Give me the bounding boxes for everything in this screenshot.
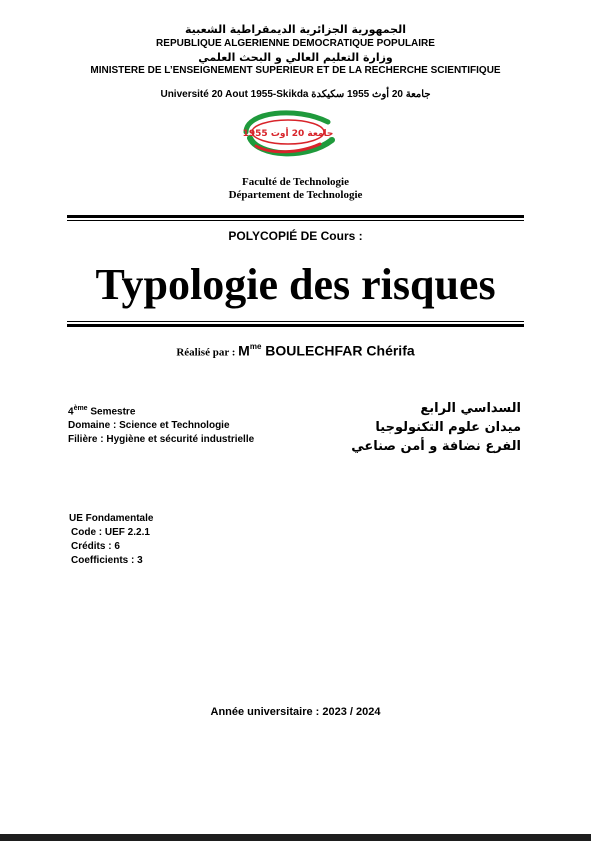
filiere-ar: الفرع نضافة و أمن صناعي — [351, 439, 521, 454]
author-honorific-sup: me — [249, 342, 262, 351]
filiere-line: Filière : Hygiène et sécurité industrielle — [68, 434, 255, 446]
ue-code: Code : UEF 2.2.1 — [71, 527, 150, 538]
header-ar-ministry: وزارة التعليم العالي و البحث العلمي — [198, 51, 393, 64]
author-honorific: M — [238, 342, 250, 359]
ue-coefficients: Coefficients : 3 — [71, 555, 143, 566]
header-fr-ministry: MINISTERE DE L’ENSEIGNEMENT SUPERIEUR ET DE LA RECHERCHE SCIENTIFIQUE — [90, 65, 501, 76]
faculty-name: Faculté de Technologie — [242, 176, 349, 188]
course-label: POLYCOPIÉ DE Cours : — [228, 229, 363, 243]
bottom-edge-bar — [0, 834, 591, 841]
top-rule-thick — [67, 215, 524, 218]
domain-ar: ميدان علوم التكنولوجيا — [375, 420, 521, 435]
program-fr — [68, 402, 254, 447]
author-line — [0, 337, 591, 362]
semester-ar: السداسي الرابع — [420, 401, 521, 416]
program-ar — [321, 399, 521, 456]
header-university: Université 20 Aout 1955-Skikda جامعة 20 أوث 1955 سكيكدة — [160, 89, 431, 100]
domain-line: Domaine : Science et Technologie — [68, 420, 230, 432]
course-title: Typologie des risques — [95, 260, 496, 309]
header-fr-republic: REPUBLIQUE ALGERIENNE DEMOCRATIQUE POPULAIRE — [156, 38, 435, 49]
bottom-rule-thick — [67, 324, 524, 327]
logo-emblem-icon — [236, 104, 340, 160]
department-name: Département de Technologie — [228, 189, 363, 201]
bottom-rule-thin — [67, 321, 524, 322]
ue-details — [70, 512, 153, 568]
semester-line: 4ème Semestre — [68, 405, 136, 418]
header-ar-republic: الجمهورية الجزائرية الديمقراطية الشعبية — [185, 23, 406, 36]
university-logo — [236, 104, 340, 160]
author-prefix: Réalisé par : — [176, 346, 239, 359]
author-name: BOULECHFAR Chérifa — [261, 342, 415, 359]
logo-text: جامعة 20 أوت 1955 — [242, 129, 334, 139]
ue-type: UE Fondamentale — [69, 513, 154, 524]
ue-credits: Crédits : 6 — [71, 541, 120, 552]
top-rule-thin — [67, 220, 524, 221]
academic-year: Année universitaire : 2023 / 2024 — [210, 706, 381, 718]
